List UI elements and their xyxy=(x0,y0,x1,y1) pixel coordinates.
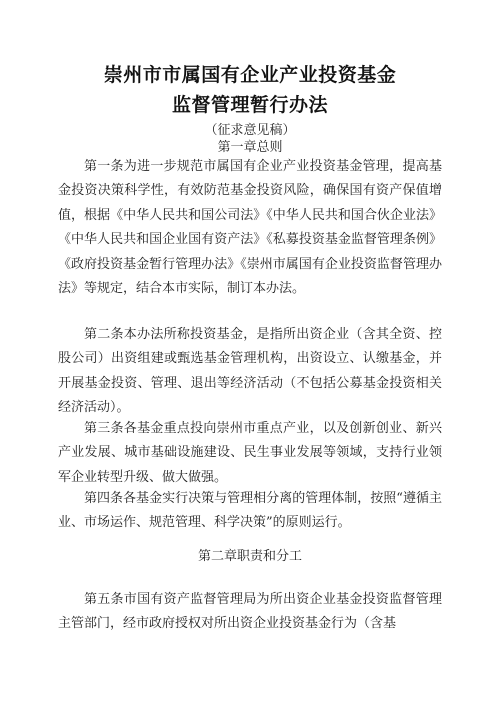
chapter-heading-1: 第一章总则 xyxy=(217,140,283,155)
article-4-paragraph: 第四条各基金实行决策与管理相分离的管理体制，按照“遵循主业、市场运作、规范管理、科学决策”的原则运行。 xyxy=(58,491,442,531)
article-2-paragraph: 第二条本办法所称投资基金，是指所出资企业（含其全资、控股公司）出资组建或甄选基金管理机构，出资设立、认缴基金，并开展基金投资、管理、退出等经济活动（不包括公募基金投资相关经济活动）。 xyxy=(58,327,442,416)
document-title-line2: 监督管理暂行办法 xyxy=(171,94,328,116)
article-3-paragraph: 第三条各基金重点投向崇州市重点产业，以及创新创业、新兴产业发展、城市基础设施建设、民生事业发展等领域，支持行业领军企业转型升级、做大做强。 xyxy=(58,421,442,485)
document-title-line1: 崇州市市属国有企业产业投资基金 xyxy=(103,64,397,86)
article-1-paragraph: 第一条为进一步规范市属国有企业产业投资基金管理，提高基金投资决策科学性，有效防范基金投资风险，确保国有资产保值增值，根据《中华人民共和国公司法》《中华人民共和国合伙企业法》《中华人民共和国企业国有资产法》《私募投资基金监督管理条例》《政府投资基金暂行管理办法》《崇州市属国有企业投资监督管理办法》等规定，结合本市实际，制订本办法。 xyxy=(58,159,442,297)
chapter-heading-2: 第二章职责和分工 xyxy=(197,549,302,564)
draft-note: （征求意见稿） xyxy=(204,123,296,138)
article-5-paragraph: 第五条市国有资产监督管理局为所出资企业基金投资监督管理主管部门，经市政府授权对所出资企业投资基金行为（含基 xyxy=(58,592,442,632)
